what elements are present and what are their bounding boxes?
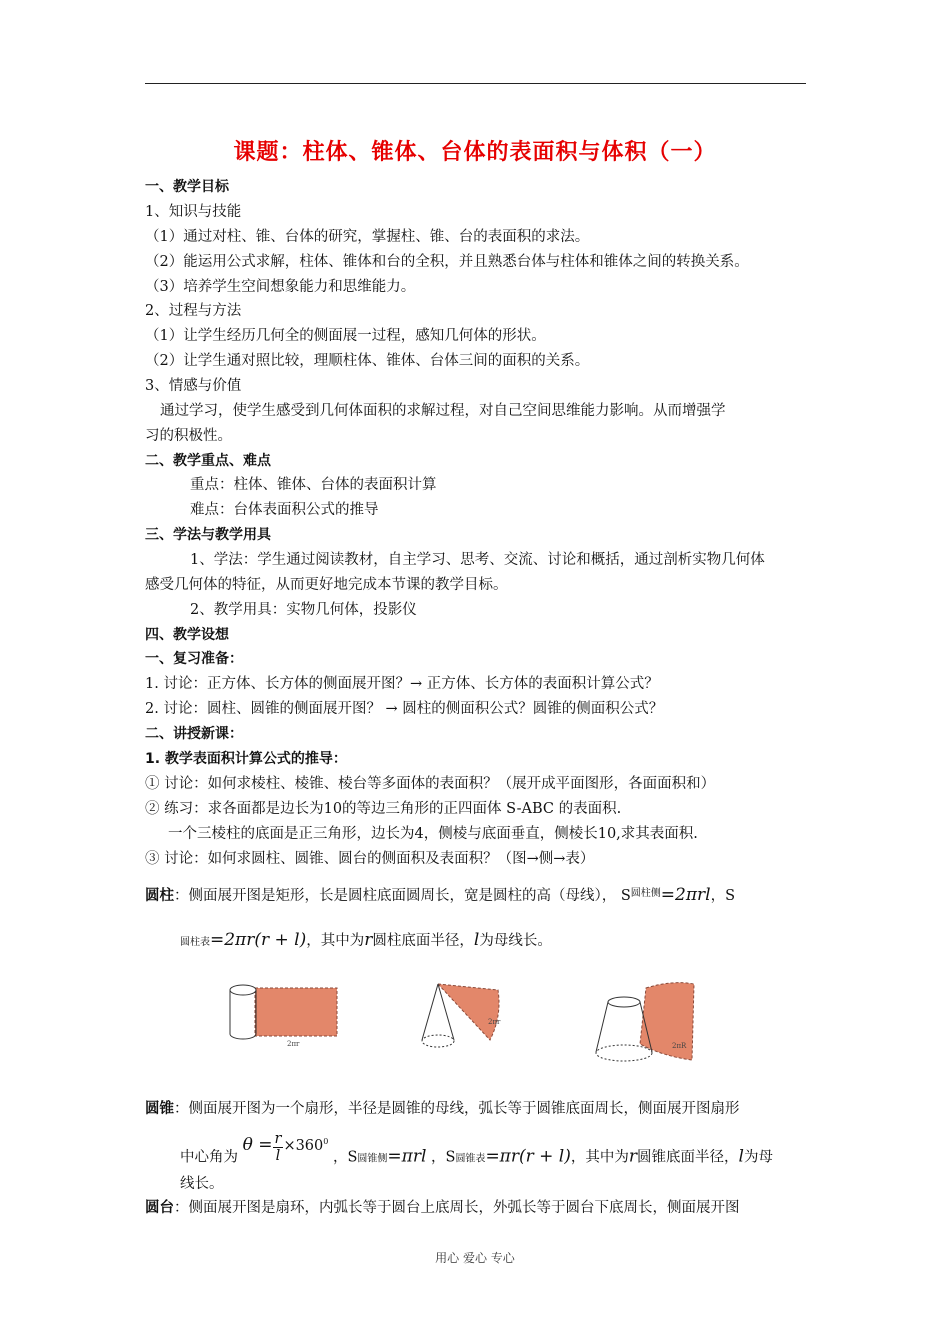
cylinder-surf-S: ，S: [710, 888, 736, 904]
cone-surf-formula: =πr(r + l): [485, 1146, 571, 1167]
cone-frac-numerator: r: [274, 1131, 282, 1147]
header-rule: [145, 83, 806, 84]
knowledge-item-3: （3）培养学生空间想象能力和思维能力。: [145, 279, 416, 295]
cylinder-formula-line: [180, 930, 552, 953]
knowledge-item-2: （2）能运用公式求解，柱体、锥体和台的全积，并且熟悉台体与柱体和锥体之间的转换关系。: [145, 254, 749, 270]
emotion-text-2: 习的积极性。: [145, 428, 232, 444]
method-item-1a: 1、学法：学生通过阅读教材，自主学习、思考、交流、讨论和概括，通过剖析实物几何体: [190, 552, 765, 568]
key-point: 重点：柱体、锥体、台体的表面积计算: [190, 477, 437, 493]
cylinder-top-ellipse: [230, 985, 256, 995]
cylinder-side-sub: 圆柱侧: [630, 888, 661, 899]
cone-times: ×360: [283, 1137, 324, 1154]
cone-theta: θ =: [242, 1134, 273, 1155]
cone-left-edge: [422, 984, 438, 1040]
cylinder-paragraph: [145, 885, 735, 908]
difficult-point: 难点：台体表面积公式的推导: [190, 502, 379, 518]
cone-center-angle: 中心角为: [180, 1149, 238, 1166]
heading-new-lesson: 二、讲授新课：: [145, 726, 243, 742]
cone-r-desc: 圆锥底面半径，: [637, 1149, 739, 1166]
heading-review: 一、复习准备：: [145, 651, 243, 667]
cone-surf-S: ，S: [431, 1149, 456, 1166]
cone-r: r: [628, 1146, 638, 1167]
section-heading-methods: 三、学法与教学用具: [145, 527, 271, 543]
subheading-knowledge: 1、知识与技能: [145, 204, 242, 220]
cylinder-net-rectangle: [255, 988, 337, 1036]
process-item-1: （1）让学生经历几何全的侧面展一过程，感知几何体的形状。: [145, 328, 546, 344]
knowledge-item-1: （1）通过对柱、锥、台体的研究，掌握柱、锥、台的表面积的求法。: [145, 229, 590, 245]
cone-l: l: [738, 1146, 744, 1167]
cone-side-formula: =πrl: [387, 1146, 427, 1167]
frustum-label: 圆台: [145, 1200, 174, 1216]
review-item-2: 2. 讨论：圆柱、圆锥的侧面展开图？ → 圆柱的侧面积公式？圆锥的侧面积公式？: [145, 701, 664, 717]
cylinder-surf-sub: 圆柱表: [180, 937, 210, 948]
cylinder-net-figure: [225, 978, 345, 1050]
cylinder-side-S: S: [620, 888, 631, 904]
cone-net-sector: [438, 984, 499, 1040]
cone-frac-denominator: l: [275, 1148, 281, 1164]
review-item-1: 1. 讨论：正方体、长方体的侧面展开图？→ 正方体、长方体的表面积计算公式？: [145, 676, 659, 692]
process-item-2: （2）让学生通对照比较，理顺柱体、锥体、台体三间的面积的关系。: [145, 353, 590, 369]
cone-degree: 0: [323, 1136, 329, 1146]
cylinder-bottom-arc: [230, 1034, 256, 1039]
emotion-text-1: 通过学习，使学生感受到几何体面积的求解过程，对自己空间思维能力影响。从而增强学: [160, 403, 726, 419]
exercise-item-2: 一个三棱柱的底面是正三角形，边长为4，侧棱与底面垂直，侧棱长10,求其表面积.: [168, 826, 698, 842]
cylinder-r: r: [364, 930, 373, 950]
page-footer: 用心 爱心 专心: [435, 1251, 515, 1265]
cylinder-side-formula: =2πrl: [660, 885, 711, 905]
cylinder-text: ：侧面展开图是矩形，长是圆柱底面圆周长，宽是圆柱的高（母线），: [174, 888, 617, 904]
subheading-emotion: 3、情感与价值: [145, 378, 242, 394]
method-item-2: 2、教学用具：实物几何体，投影仪: [190, 602, 417, 618]
frustum-net-figure: [588, 978, 700, 1070]
frustum-paragraph: [145, 1198, 740, 1218]
page-title: 课题：柱体、锥体、台体的表面积与体积（一）: [233, 140, 717, 165]
cone-l-desc: 为母: [743, 1149, 773, 1166]
cone-side-sub: 圆锥侧: [357, 1153, 388, 1165]
method-item-1b: 感受几何体的特征，从而更好地完成本节课的教学目标。: [145, 577, 508, 593]
cone-formula-line: [180, 1131, 773, 1174]
cylinder-net-label: 2πr: [287, 1040, 300, 1048]
section-heading-design: 四、教学设想: [145, 627, 229, 643]
frustum-top-ellipse: [608, 997, 640, 1007]
frustum-net-label: 2πR: [672, 1042, 687, 1050]
discussion-item-3: ③ 讨论：如何求圆柱、圆锥、圆台的侧面积及表面积？（图→侧→表）: [145, 851, 595, 867]
cylinder-label: 圆柱: [145, 888, 174, 904]
heading-derivation: 1. 教学表面积计算公式的推导：: [145, 751, 347, 767]
cone-fraction: [273, 1131, 284, 1164]
cone-label: 圆锥: [145, 1101, 174, 1117]
cone-line-2: 线长。: [180, 1176, 224, 1192]
cone-net-label: 2πr: [488, 1018, 501, 1026]
cylinder-l: l: [473, 930, 480, 950]
cone-base-ellipse: [422, 1035, 454, 1047]
subheading-process: 2、过程与方法: [145, 303, 242, 319]
cone-net-figure: [420, 978, 510, 1058]
frustum-base-ellipse: [596, 1045, 652, 1061]
cone-paragraph: [145, 1099, 740, 1119]
cylinder-r-desc: 圆柱底面半径，: [372, 933, 474, 949]
cone-tail: ，其中为: [570, 1149, 629, 1166]
cylinder-l-desc: 为母线长。: [479, 933, 552, 949]
cone-surf-sub: 圆锥表: [455, 1153, 486, 1165]
cone-text: ：侧面展开图为一个扇形，半径是圆锥的母线，弧长等于圆锥底面周长，侧面展开图扇形: [174, 1101, 740, 1117]
discussion-item-1: ① 讨论：如何求棱柱、棱锥、棱台等多面体的表面积？（展开成平面图形，各面面积和）: [145, 776, 716, 792]
frustum-text: ：侧面展开图是扇环，内弧长等于圆台上底周长，外弧长等于圆台下底周长，侧面展开图: [174, 1200, 740, 1216]
cylinder-surf-formula: =2πr(r + l): [210, 930, 307, 950]
section-heading-key-points: 二、教学重点、难点: [145, 453, 271, 469]
exercise-item: ② 练习：求各面都是边长为10的等边三角形的正四面体 S-ABC 的表面积.: [145, 801, 622, 817]
cylinder-tail: ，其中为: [306, 933, 365, 949]
cone-side-S: ，S: [332, 1149, 358, 1166]
frustum-left-edge: [596, 1002, 608, 1052]
section-heading-objectives: 一、教学目标: [145, 179, 229, 195]
